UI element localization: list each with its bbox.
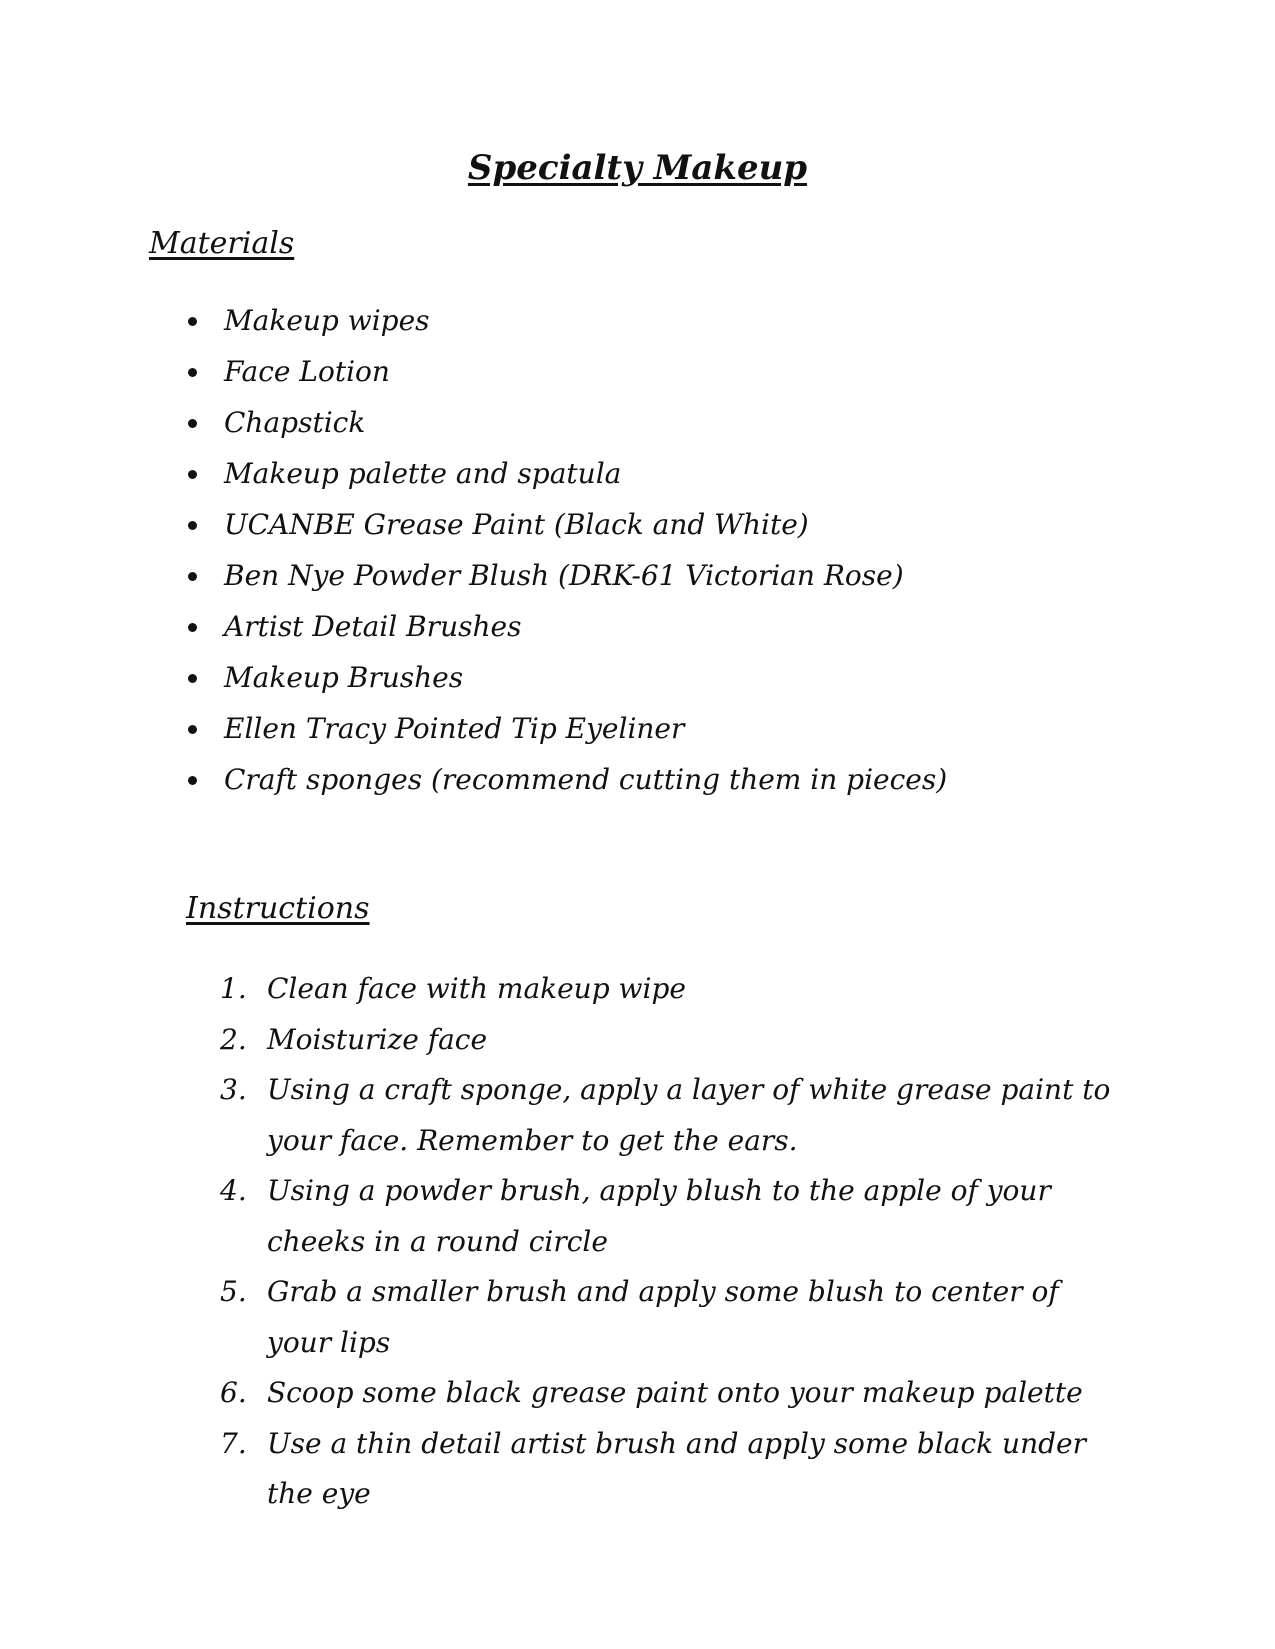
bullet-icon (188, 419, 197, 428)
list-item (186, 397, 1186, 448)
step-text: Clean face with makeup wipe (267, 972, 686, 1005)
page-title: Specialty Makeup (467, 148, 808, 188)
bullet-icon (188, 623, 197, 632)
material-text: Makeup palette and spatula (224, 457, 622, 490)
step-number: 7. (220, 1426, 247, 1460)
material-text: Makeup wipes (224, 304, 430, 337)
bullet-icon (188, 776, 197, 785)
step-number: 2. (220, 1022, 247, 1056)
list-item (186, 703, 1186, 754)
material-text: Craft sponges (recommend cutting them in pieces) (224, 763, 948, 796)
list-item (186, 550, 1186, 601)
list-item (186, 499, 1186, 550)
step-number: 5. (220, 1275, 247, 1308)
bullet-icon (188, 317, 197, 326)
instructions-heading: Instructions (186, 891, 370, 926)
bullet-icon (188, 725, 197, 734)
list-item (220, 964, 1120, 1015)
step-number: 1. (220, 972, 247, 1005)
list-item (220, 1419, 1120, 1520)
step-number: 6. (220, 1376, 247, 1409)
bullet-icon (188, 470, 197, 479)
list-item (186, 448, 1186, 499)
bullet-icon (188, 368, 197, 377)
list-item (186, 754, 1186, 805)
list-item (186, 601, 1186, 652)
material-text: Ellen Tracy Pointed Tip Eyeliner (224, 712, 685, 745)
material-text: UCANBE Grease Paint (Black and White) (224, 508, 809, 541)
step-text: Using a powder brush, apply blush to the apple of your cheeks in a round circle (267, 1174, 1051, 1258)
materials-list (186, 295, 1186, 805)
step-text: Moisturize face (267, 1022, 488, 1056)
step-text: Scoop some black grease paint onto your makeup palette (267, 1376, 1083, 1409)
list-item (220, 1065, 1120, 1166)
list-item (220, 1015, 1120, 1066)
material-text: Artist Detail Brushes (224, 610, 522, 643)
list-item (186, 652, 1186, 703)
list-item (220, 1166, 1120, 1267)
list-item (220, 1267, 1120, 1368)
material-text: Chapstick (224, 406, 366, 439)
bullet-icon (188, 674, 197, 683)
step-text: Grab a smaller brush and apply some blush to center of your lips (267, 1275, 1059, 1359)
step-text: Use a thin detail artist brush and apply some black under the eye (267, 1426, 1086, 1510)
materials-heading: Materials (149, 226, 295, 261)
list-item (186, 346, 1186, 397)
list-item (186, 295, 1186, 346)
material-text: Makeup Brushes (224, 661, 464, 694)
list-item (220, 1368, 1120, 1419)
instructions-list (220, 964, 1120, 1520)
bullet-icon (188, 521, 197, 530)
step-text: Using a craft sponge, apply a layer of white grease paint to your face. Remember to get the ears. (267, 1073, 1111, 1157)
bullet-icon (188, 572, 197, 581)
material-text: Face Lotion (224, 355, 390, 388)
step-number: 4. (220, 1174, 247, 1207)
material-text: Ben Nye Powder Blush (DRK-61 Victorian Rose) (224, 559, 904, 592)
step-number: 3. (220, 1073, 247, 1106)
